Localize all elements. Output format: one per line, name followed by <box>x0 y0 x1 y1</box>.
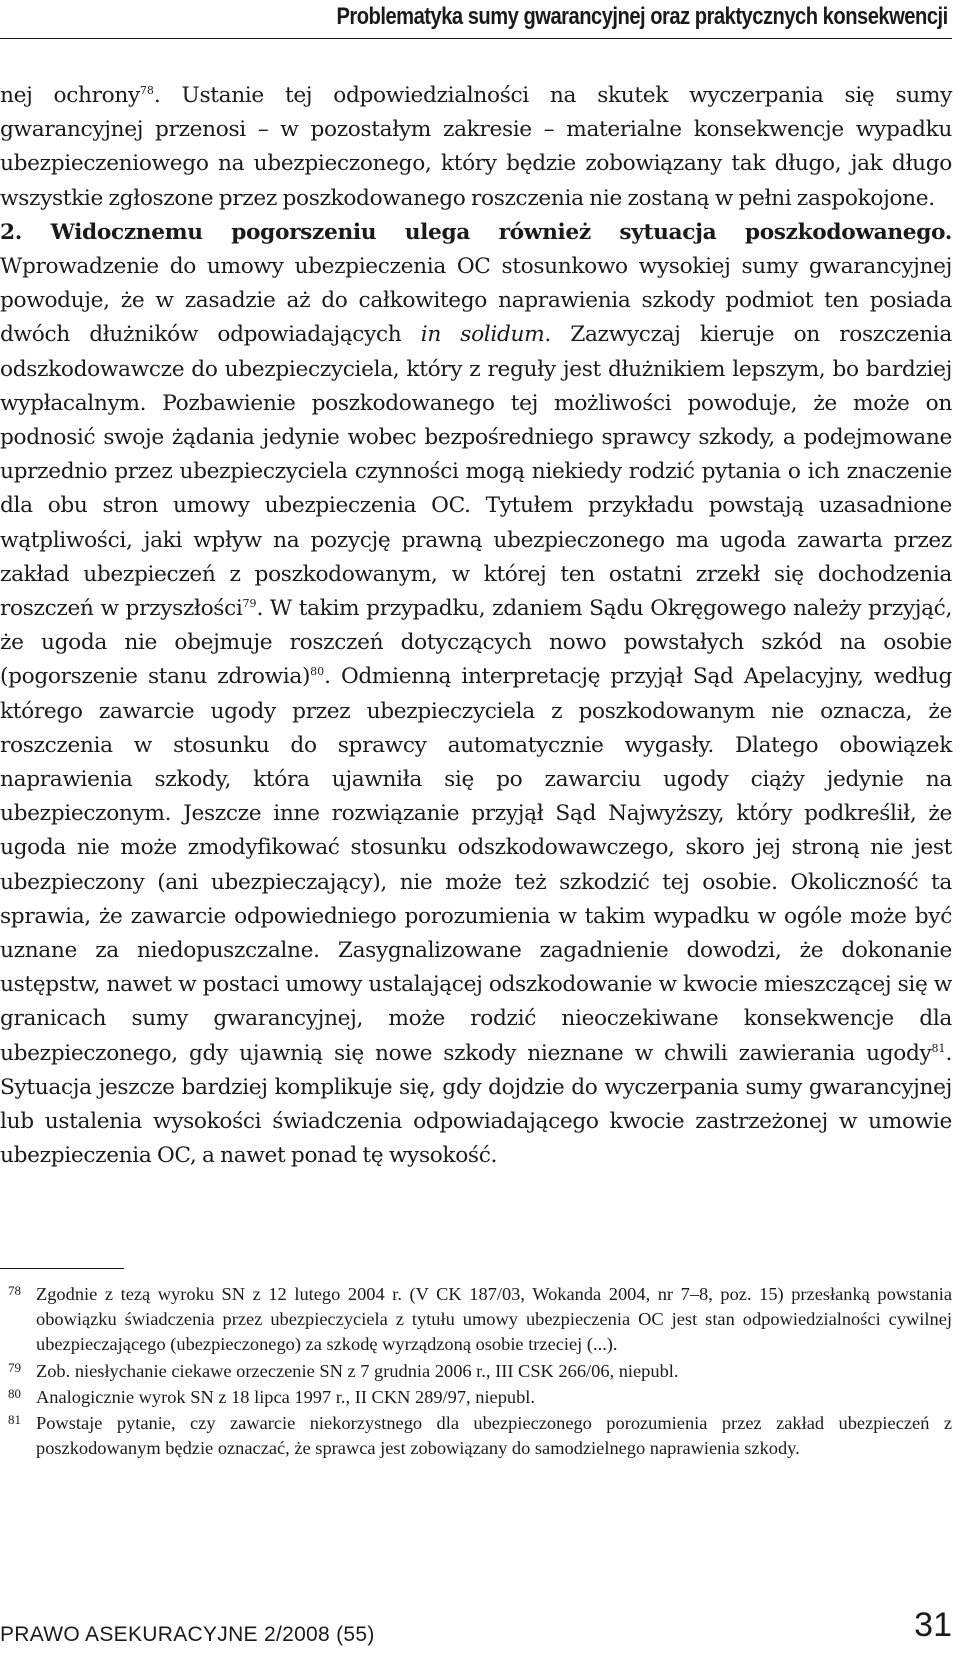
footnote-ref-81[interactable]: 81 <box>931 1041 946 1055</box>
footnote-text: Zob. niesłychanie ciekawe orzeczenie SN z 7 grudnia 2006 r., III CSK 266/06, niepubl. <box>36 1360 679 1381</box>
footnote-ref-79[interactable]: 79 <box>242 596 257 610</box>
paragraph-1-text-cont: . Ustanie tej odpowiedzialności na skutek wyczerpania się sumy gwarancyjnej przenosi – w pozostałym zakresie – materialne konsekwencje wypadku ubezpieczeniowego na ubezpieczonego, który będzie zobowiązany tak długo, jak długo wszystkie zgłoszone przez poszkodowanego roszczenia nie zostaną w pełni zaspokojone. <box>0 83 952 211</box>
footnote-80 <box>0 1385 952 1410</box>
footnote-number: 80 <box>8 1385 21 1401</box>
paragraph-2-text-e: . Sytuacja jeszcze bardziej komplikuje się, gdy dojdzie do wyczerpania sumy gwarancyjnej lub ustalenia wysokości świadczenia odpowiadającego kwocie zastrzeżonej w umowie ubezpieczenia OC, a nawet ponad tę wysokość. <box>0 1040 952 1169</box>
footnote-ref-78[interactable]: 78 <box>139 83 154 97</box>
paragraph-2-text-d: . Odmienną interpretację przyjął Sąd Apelacyjny, według którego zawarcie ugody przez ubezpieczyciela z poszkodowanym nie oznacza, że roszczenia w stosunku do sprawcy automatycznie wygasły. Dlatego obowiązek naprawienia szkody, która ujawniła się po zawarciu ugody ciąży jedynie na ubezpieczonym. Jeszcze inne rozwiązanie przyjął Sąd Najwyższy, który podkreślił, że ugoda nie może zmodyfikować stosunku odszkodowawczego, skoro jej stroną nie jest ubezpieczony (ani ubezpieczający), nie może też szkodzić tej osobie. Okoliczność ta sprawia, że zawarcie odpowiedniego porozumienia w takim wypadku w ogóle może być uznane za niedopuszczalne. Zasygnalizowane zagadnienie dowodzi, że dokonanie ustępstw, nawet w postaci umowy ustalającej odszkodowanie w kwocie mieszczącej się w granicach sumy gwarancyjnej, może rodzić nieoczekiwane konsekwencje dla ubezpieczonego, gdy ujawnią się nowe szkody nieznane w chwili zawierania ugody <box>0 664 952 1066</box>
paragraph-2-text-b: . Zazwyczaj kieruje on roszczenia odszkodowawcze do ubezpieczyciela, który z reguły jest dłużnikiem lepszym, bo bardziej wypłacalnym. Pozbawienie poszkodowanego tej możliwości powoduje, że może on podnosić swoje żądania jedynie wobec bezpośredniego sprawcy szkody, a podejmowane uprzednio przez ubezpieczyciela czynności mogą niekiedy rodzić pytania o ich znaczenie dla obu stron umowy ubezpieczenia OC. Tytułem przykładu powstają uzasadnione wątpliwości, jaki wpływ na pozycję prawną ubezpieczonego ma ugoda zawarta przez zakład ubezpieczeń z poszkodowanym, w której ten ostatni zrzekł się dochodzenia roszczeń w przyszłości <box>0 322 952 622</box>
footnote-number: 81 <box>8 1412 21 1428</box>
footnote-78 <box>0 1282 952 1358</box>
footnote-ref-80[interactable]: 80 <box>310 665 325 679</box>
footnote-number: 79 <box>8 1359 21 1375</box>
footnotes <box>0 1282 952 1462</box>
footnote-number: 78 <box>8 1283 21 1298</box>
paragraph-2 <box>0 216 952 1174</box>
running-title: Problematyka sumy gwarancyjnej oraz praktycznych konsekwencji <box>336 3 948 30</box>
footnote-79 <box>0 1359 952 1384</box>
section-heading: Widocznemu pogorszeniu ulega również sytuacja poszkodowanego. <box>21 219 952 245</box>
footnote-divider <box>0 1268 124 1269</box>
footnote-text: Powstaje pytanie, czy zawarcie niekorzystnego dla ubezpieczonego porozumienia przez zakład ubezpieczeń z poszkodowanym będzie oznaczać, że sprawca jest zobowiązany do samodzielnego naprawienia szkody. <box>36 1413 952 1459</box>
footnote-text: Analogicznie wyrok SN z 18 lipca 1997 r., II CKN 289/97, niepubl. <box>36 1386 536 1407</box>
main-text <box>0 79 952 1174</box>
page-number: 31 <box>914 1606 952 1644</box>
paragraph-1-text: nej ochrony <box>0 83 140 108</box>
section-number: 2. <box>0 219 22 245</box>
footnote-text: Zgodnie z tezą wyroku SN z 12 lutego 2004 r. (V CK 187/03, Wokanda 2004, nr 7–8, poz. 15) przesłanką powstania obowiązku świadczenia przez ubezpieczyciela z tytułu umowy ubezpieczenia OC jest stan odpowiedzialności cywilnej ubezpieczającego (ubezpieczonego) za szkodę wyrządzoną osobie trzeciej (...). <box>36 1284 952 1355</box>
paragraph-2-text-c: . W takim przypadku, zdaniem Sądu Okręgowego należy przyjąć, że ugoda nie obejmuje roszczeń dotyczących nowo powstałych szkód na osobie (pogorszenie stanu zdrowia) <box>0 596 952 690</box>
footnote-81 <box>0 1411 952 1461</box>
running-header <box>0 0 952 39</box>
journal-footer: PRAWO ASEKURACYJNE 2/2008 (55) <box>0 1623 375 1646</box>
paragraph-2-text-a: Wprowadzenie do umowy ubezpieczenia OC stosunkowo wysokiej sumy gwarancyjnej powoduje, że w zasadzie aż do całkowitego naprawienia szkody podmiot ten posiada dwóch dłużników odpowiadających <box>0 254 952 348</box>
paragraph-1 <box>0 79 952 216</box>
latin-phrase: in solidum <box>420 322 545 348</box>
